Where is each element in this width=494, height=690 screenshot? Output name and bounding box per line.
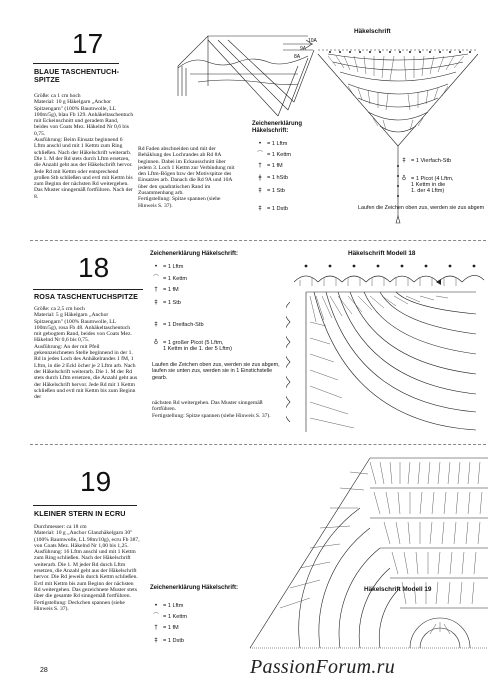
section-19-number: 19 xyxy=(80,466,112,497)
section-18-text-col1: Größe: ca 2,5 cm hoch Material: 5 g Häkelgarn „Anchor Spitzengarn" (100% Baumwolle, LL 100m/5g), rosa Fb 48. Anhäkeltaschentuch mit gebogtem Rand, beides von Coats Mez. Häkelnd Nr 0,6 bis 0,75. Ausführung: An der mit Pfeil gekennzeichneten Stelle beginnend in der 1. Rd in jedes Loch des Anhäkelrandes 1 fM, 1 Lftm, in die 2 Eckl öcher je 2 Lftm arb. Nach der Häkelschrift weiterarb. Die 1. M der Rd stets durch Lftm ersetzen, die Anzahl geht aus der Häkelschrift hervor. Jede Rd mit 1 Kettm schließen und evtl mit Kettm bis zum Beginn der xyxy=(34,306,138,401)
s19-legend-kettm: ⌒ = 1 Kettm xyxy=(152,613,188,620)
chain-stitch-icon: • xyxy=(154,602,158,609)
picot-icon: ♁ xyxy=(153,339,159,346)
s17-legend-hstb: ǂ = 1 hStb xyxy=(256,175,288,181)
slip-stitch-icon: ⌒ xyxy=(152,613,159,620)
treble-crochet-icon: ‡ xyxy=(258,205,262,212)
section-18-crochet-chart xyxy=(286,262,486,440)
section-18-title: ROSA TASCHENTUCHSPITZE xyxy=(34,292,139,301)
s18-legend-dreifach: ‡ = 1 Dreifach-Stb xyxy=(152,322,204,328)
s17-legend-kettm: ⌒ = 1 Kettm xyxy=(256,151,292,158)
s19-legend-dstb: ‡ = 1 Dstb xyxy=(152,638,184,644)
chain-stitch-icon: • xyxy=(154,263,158,270)
s17-legend-dstb: ‡ = 1 Dstb xyxy=(256,206,288,212)
s17-legend-lftm: • = 1 Lftm xyxy=(256,141,287,147)
section-17-rule xyxy=(33,63,119,64)
section-divider-2 xyxy=(30,444,486,445)
half-double-crochet-icon: ǂ xyxy=(258,174,262,181)
s17-legend-vierfach: ‡ = 1 Vierfach-Stb xyxy=(400,158,451,164)
single-crochet-icon: † xyxy=(154,624,158,631)
picot-icon: ♁ xyxy=(401,175,407,182)
single-crochet-icon: † xyxy=(258,162,262,169)
section-19-legend-title: Zeichenerklärung Häkelschrift: xyxy=(150,585,239,591)
chain-stitch-icon: • xyxy=(258,140,262,147)
single-crochet-icon: † xyxy=(154,286,158,293)
s18-legend-lftm: • = 1 Lftm xyxy=(152,264,183,270)
section-18-note: Laufen die Zeichen oben zus, werden sie zus abgem, laufen sie unten zus, werden sie in 1 Einstichstelle gearb. xyxy=(152,362,280,381)
s17-legend-stb: ‡ = 1 Stb xyxy=(256,188,285,194)
double-crochet-icon: ‡ xyxy=(258,187,262,194)
section-17-legend-title: Zeichenerklärung Häkelschrift: xyxy=(252,121,303,134)
slip-stitch-icon: ⌒ xyxy=(152,275,159,282)
section-17-text-col2: Rd Faden abschneiden und mit der Behäklung des Lochrandes ab Rd 8A beginnen. Dabei im Eckausschnitt über jedem 3. Loch 1 Kettm zur Verbindung mit den Lftm-Bögen bzw der Motivspitze des Einsatzes arb. Danach die Rd 9A und 10A über den quadratischen Rand im Zusammenhang arb. Fertigstellung: Spitze spannen (siehe Hinweis S. 37). xyxy=(138,146,235,209)
section-18-rule xyxy=(33,289,143,290)
row-label-9a: 9A xyxy=(300,46,307,52)
section-18-diagram-title: Häkelschrift Modell 18 xyxy=(348,250,416,257)
s17-legend-fm: † = 1 fM xyxy=(256,163,283,169)
s18-legend-picot: ♁ = 1 großer Picot (5 Lftm, 1 Kettm in die 1. der 5 Lftm) xyxy=(153,339,233,352)
section-18-legend-title: Zeichenerklärung Häkelschrift: xyxy=(150,251,239,257)
section-19-diagram-title: Häkelschrift Modell 19 xyxy=(364,586,432,593)
section-18-number: 18 xyxy=(78,252,110,283)
section-17-diagram-title: Häkelschrift xyxy=(354,28,391,35)
s19-legend-lftm: • = 1 Lftm xyxy=(152,603,183,609)
s18-legend-kettm: ⌒ = 1 Kettm xyxy=(152,275,188,282)
row-label-10a: 10A xyxy=(308,38,317,44)
s17-legend-picot: ♁ = 1 Picot (4 Lftm, 1 Kettm in die 1. der 4 Lftm) xyxy=(401,175,454,194)
s19-legend-fm: † = 1 fM xyxy=(152,625,179,631)
slip-stitch-icon: ⌒ xyxy=(256,151,263,158)
row-label-8a: 8A xyxy=(294,54,301,60)
section-17-note: Laufen die Zeichen oben zus, werden sie zus abgem xyxy=(358,205,485,211)
treble-crochet-icon: ‡ xyxy=(154,637,158,644)
section-divider-1 xyxy=(30,240,486,241)
section-19-crochet-chart xyxy=(240,448,488,658)
double-crochet-icon: ‡ xyxy=(154,299,158,306)
s18-legend-stb: ‡ = 1 Stb xyxy=(152,300,181,306)
page-number: 28 xyxy=(40,667,48,674)
section-17-number: 17 xyxy=(72,28,104,59)
quadruple-crochet-icon: ‡ xyxy=(402,157,406,164)
section-17-title: BLAUE TASCHENTUCH- SPITZE xyxy=(34,67,120,85)
triple-treble-icon: ‡ xyxy=(154,321,158,328)
section-19-text: Durchmesser: ca 18 cm Material: 10 g „Anchor Glanzhäkelgarn 30" (100% Baumwolle, LL 98m/10g), ecru Fb 387, von Coats Mez. Häkelnd Nr 1,00 bis 1,25. Ausführung: 16 Lftm anschl und mit 1 Kettm zum Ring schließen. Nach der Häkelschrift weiterarb. Die 1. M jeder Rd durch Lftm ersetzen, die Anzahl geht aus der Häkelschrift hervor. Die Rd jeweils durch Kettm schließen. Evtl mit Kettm bis zum Beginn der nächsten Rd weitergehen. Das gezeichnete Muster stets über die gesamte Rd sinngemäß fortführen. Fertigstellung: Deckchen spannen (siehe Hinweis S. 37). xyxy=(34,524,140,612)
s18-legend-fm: † = 1 fM xyxy=(152,287,179,293)
section-19-rule xyxy=(33,505,137,506)
watermark-text: PassionForum.ru xyxy=(250,656,396,678)
section-19-title: KLEINER STERN IN ECRU xyxy=(34,509,126,518)
section-18-text-col2: nächsten Rd weitergehen. Das Muster sinngemäß fortführen. Fertigstellung: Spitze spannen (siehe Hinweis S. 37). xyxy=(152,400,271,419)
section-17-text-col1: Größe: ca 1 cm hoch Material: 10 g Häkelgarn „Anchor Spitzengarn" (100% Baumwolle, LL 100m/5g), blau Fb 129. Anhäkeltaschentuch mit Eckeinschnitt und geradem Rand, beides von Coats Mez. Häkelnd Nr 0,6 bis 0,75. Ausführung: Beim Einsatz beginnend 6 Lftm anschl und mit 1 Kettm zum Ring schließen. Nach der Häkelschrift weiterarb. Die 1. M der Rd stets durch Lftm ersetzen, die Anzahl geht aus der Häkelschrift hervor. Jede Rd mit Kettm oder entsprechend großen Stb schließen und evtl mit Kettm bis zum Beginn der nächsten Rd weitergehen. Das Muster sinngemäß fortführen. Nach der 8. xyxy=(34,93,134,200)
